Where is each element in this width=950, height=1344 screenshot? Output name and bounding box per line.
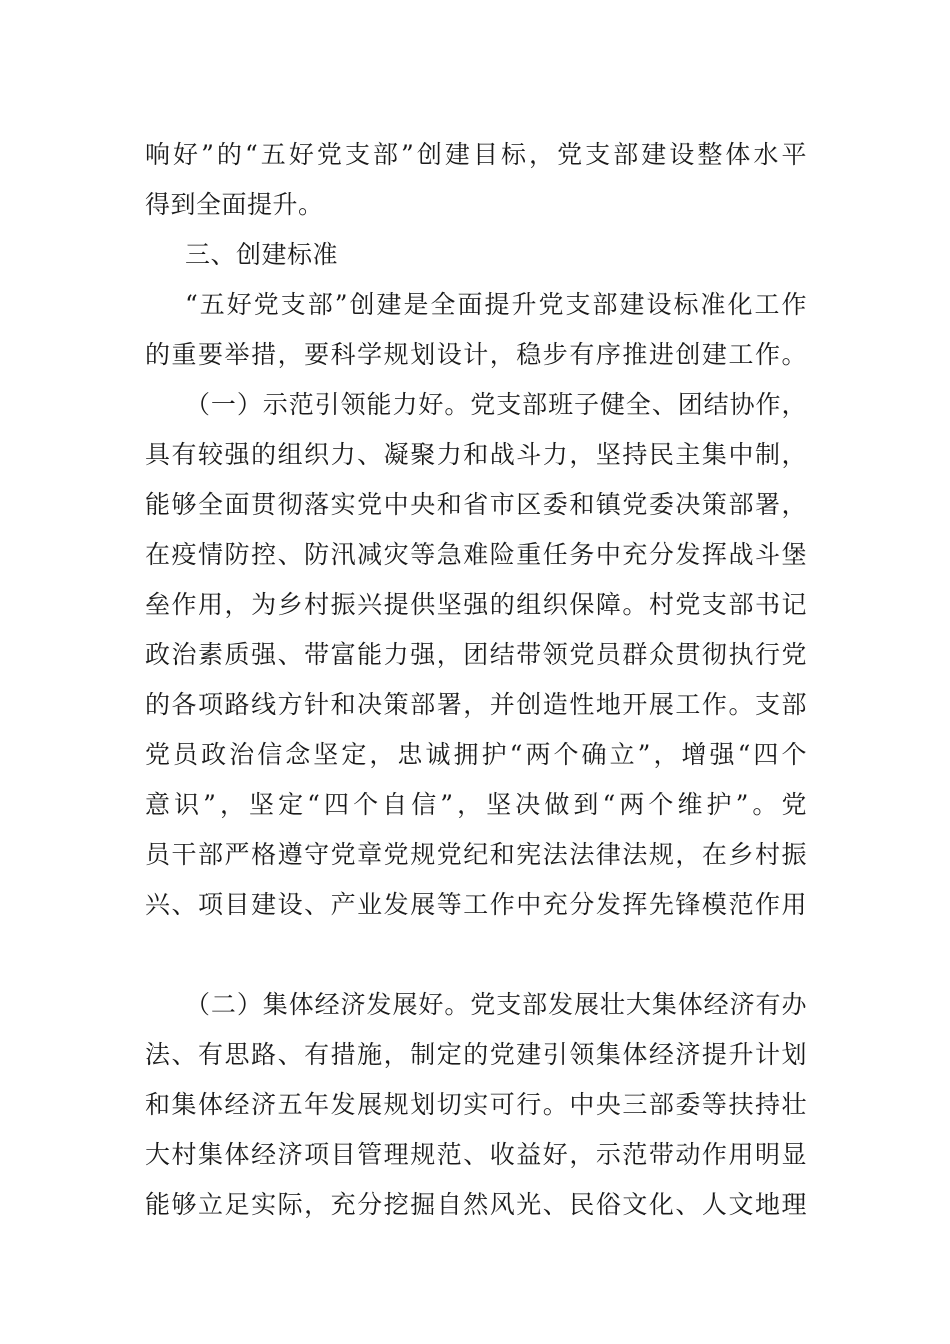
text-line: 和集体经济五年发展规划切实可行。中央三部委等扶持壮 <box>145 1090 807 1119</box>
text-line: 具有较强的组织力、凝聚力和战斗力，坚持民主集中制， <box>145 440 807 469</box>
subsection-heading: （二）集体经济发展好。党支部发展壮大集体经济有办 <box>185 990 807 1019</box>
text-line: 的重要举措，要科学规划设计，稳步有序推进创建工作。 <box>145 340 807 369</box>
text-line: 能够立足实际，充分挖掘自然风光、民俗文化、人文地理 <box>145 1190 807 1219</box>
text-line: 党员政治信念坚定，忠诚拥护“两个确立”，增强“四个 <box>145 740 807 769</box>
text-line: 政治素质强、带富能力强，团结带领党员群众贯彻执行党 <box>145 640 807 669</box>
text-line: 的各项路线方针和决策部署，并创造性地开展工作。支部 <box>145 690 807 719</box>
text-line: 大村集体经济项目管理规范、收益好，示范带动作用明显 <box>145 1140 807 1169</box>
text-line: “五好党支部”创建是全面提升党支部建设标准化工作 <box>185 290 807 319</box>
text-line: 响好”的“五好党支部”创建目标，党支部建设整体水平 <box>145 140 807 169</box>
text-line: 能够全面贯彻落实党中央和省市区委和镇党委决策部署， <box>145 490 807 519</box>
text-line: 法、有思路、有措施，制定的党建引领集体经济提升计划 <box>145 1040 807 1069</box>
text-line: 垒作用，为乡村振兴提供坚强的组织保障。村党支部书记 <box>145 590 807 619</box>
subsection-heading: （一）示范引领能力好。党支部班子健全、团结协作， <box>185 390 807 419</box>
text-line: 在疫情防控、防汛减灾等急难险重任务中充分发挥战斗堡 <box>145 540 807 569</box>
text-line: 员干部严格遵守党章党规党纪和宪法法律法规，在乡村振 <box>145 840 807 869</box>
text-line: 得到全面提升。 <box>145 190 324 219</box>
section-heading: 三、创建标准 <box>185 240 339 269</box>
text-line: 意识”，坚定“四个自信”，坚决做到“两个维护”。党 <box>145 790 807 819</box>
text-line: 兴、项目建设、产业发展等工作中充分发挥先锋模范作用 <box>145 890 807 919</box>
